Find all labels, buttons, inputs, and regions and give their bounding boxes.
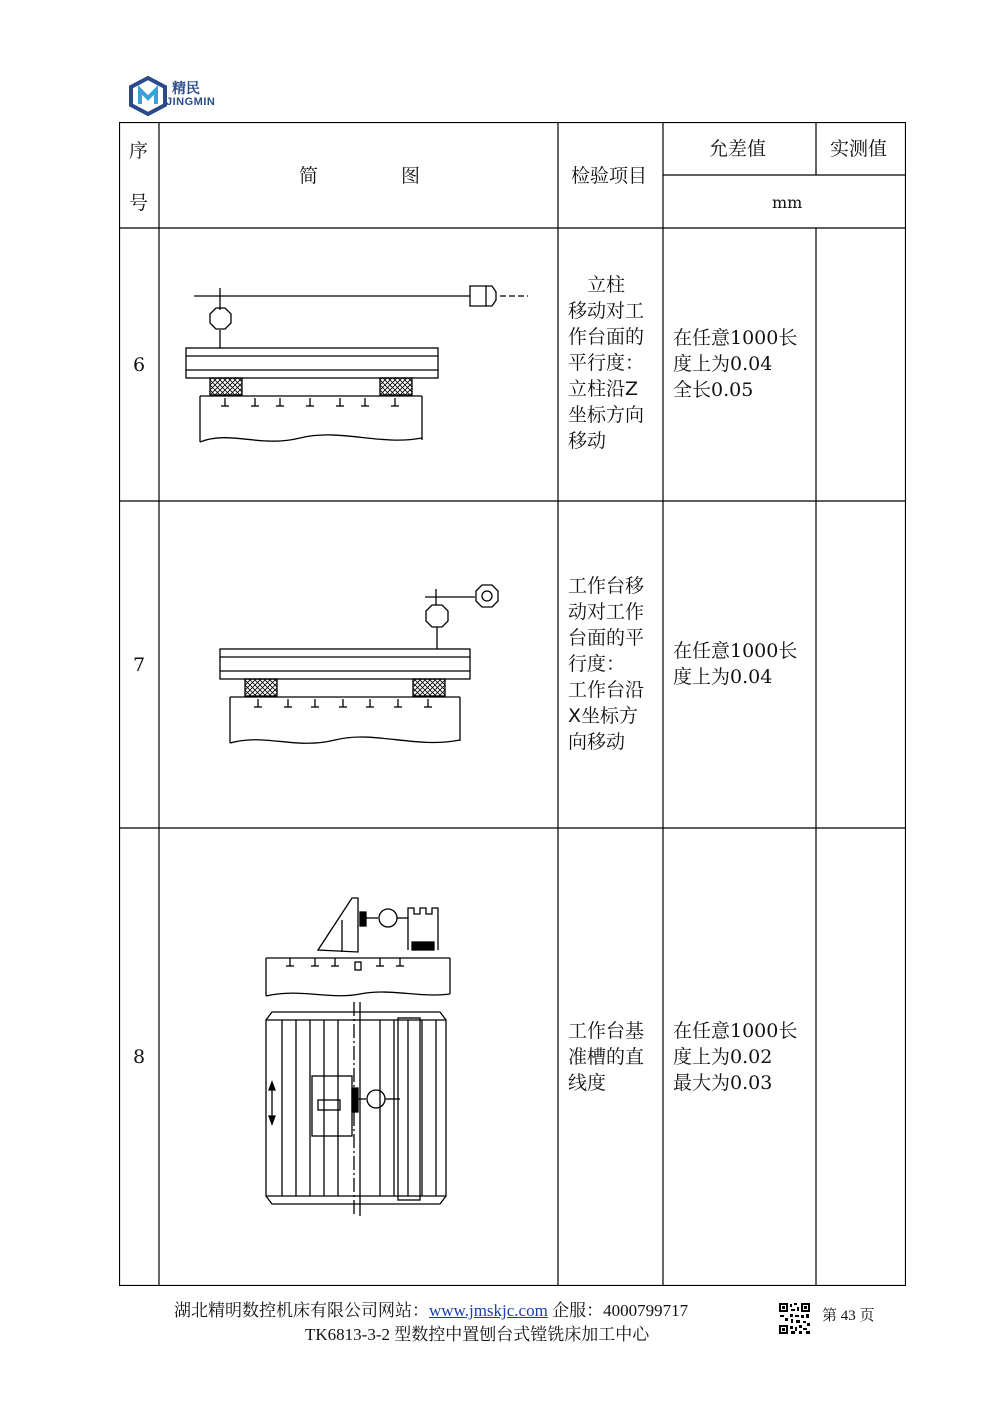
row-6-tolerance [673, 325, 797, 403]
row-6-number: 6 [133, 354, 146, 376]
qr-code-icon [779, 1303, 810, 1334]
item-line: 平行度： [568, 352, 645, 374]
header-inspection-item: 检验项目 [571, 165, 648, 187]
company-logo [128, 76, 258, 116]
header-seq-top: 序 [129, 140, 149, 162]
diagram-table-parallelism [210, 575, 510, 755]
tolerance-line: 最大为0.03 [673, 1072, 773, 1094]
tolerance-line: 度上为0.02 [673, 1046, 773, 1068]
row-6-item [568, 272, 644, 454]
tolerance-line: 在任意1000长 [673, 327, 798, 349]
logo-mark-icon [128, 76, 168, 116]
diagram-table-slot-straightness [260, 890, 460, 1220]
row-7-number: 7 [133, 654, 146, 676]
item-line: 工作台移 [568, 575, 645, 597]
header-diagram-2: 图 [401, 165, 421, 187]
header-diagram-1: 简 [299, 165, 319, 187]
item-line: 立柱 [568, 274, 626, 296]
row-7-tolerance [673, 638, 797, 690]
item-line: 行度： [568, 653, 626, 675]
header-seq-bottom: 号 [129, 192, 149, 214]
company-name: 湖北精明数控机床有限公司网站： [174, 1301, 429, 1320]
item-line: 工作台基 [568, 1020, 645, 1042]
tolerance-line: 度上为0.04 [673, 353, 773, 375]
item-line: 台面的平 [568, 627, 645, 649]
item-line: 向移动 [568, 731, 626, 753]
item-line: 立柱沿Z [568, 378, 639, 400]
logo-text-cn: 精民 [172, 81, 200, 97]
item-line: 工作台沿 [568, 679, 645, 701]
item-line: 作台面的 [568, 326, 645, 348]
item-line: 移动对工 [568, 300, 645, 322]
header-tolerance: 允差值 [709, 138, 767, 160]
row-7-item [568, 573, 644, 755]
footer-line-1 [174, 1296, 774, 1321]
item-line: 坐标方向 [568, 404, 645, 426]
website-link[interactable]: www.jmskjc.com [429, 1301, 548, 1320]
tolerance-line: 度上为0.04 [673, 666, 773, 688]
item-line: 线度 [568, 1072, 607, 1094]
tolerance-line: 在任意1000长 [673, 640, 798, 662]
diagram-column-parallelism [180, 270, 540, 460]
item-line: 准槽的直 [568, 1046, 645, 1068]
item-line: 动对工作 [568, 601, 645, 623]
item-line: 移动 [568, 430, 607, 452]
header-unit: mm [772, 193, 803, 212]
item-line: X坐标方 [568, 705, 639, 727]
tolerance-line: 全长0.05 [673, 379, 754, 401]
page-number: 第 43 页 [822, 1308, 875, 1324]
footer-model: TK6813-3-2 型数控中置刨台式镗铣床加工中心 [305, 1325, 650, 1344]
row-8-tolerance [673, 1018, 797, 1096]
row-8-item [568, 1018, 644, 1096]
row-8-number: 8 [133, 1046, 146, 1068]
header-measured: 实测值 [830, 138, 888, 160]
service-hotline: 企服：4000799717 [547, 1301, 689, 1320]
tolerance-line: 在任意1000长 [673, 1020, 798, 1042]
logo-text-en: JINGMIN [166, 96, 216, 108]
